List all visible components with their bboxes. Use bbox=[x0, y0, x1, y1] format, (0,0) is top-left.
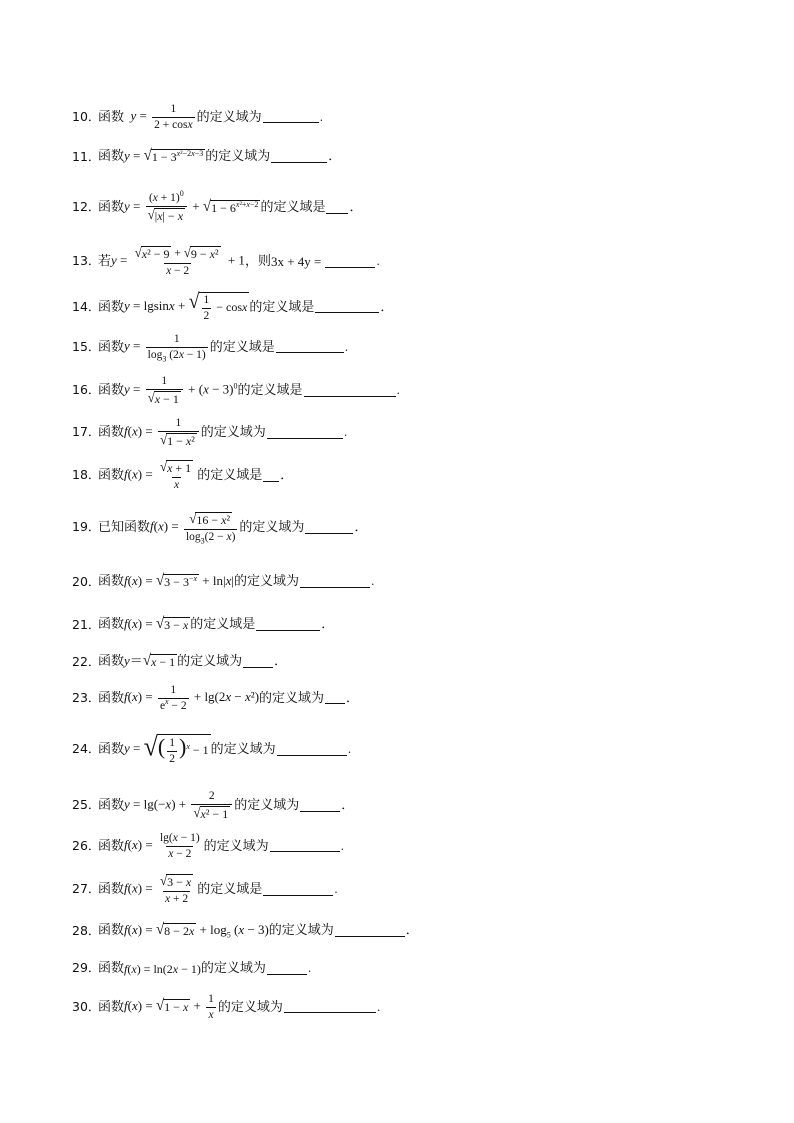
question-number: 27． bbox=[72, 881, 101, 897]
question-lead: 函数 bbox=[98, 882, 125, 898]
question-lead: 函数 bbox=[98, 574, 125, 590]
question-tail: 的定义域为 bbox=[217, 999, 283, 1015]
question-number: 25． bbox=[72, 797, 101, 813]
question-tail: 的定义域为 bbox=[203, 838, 269, 854]
formula: f(x) = √ x + 1 x bbox=[124, 458, 192, 491]
answer-blank[interactable] bbox=[271, 151, 327, 163]
question-number: 20． bbox=[72, 573, 101, 589]
question-lead: 函数 bbox=[98, 200, 125, 216]
question-tail: 的定义域为 bbox=[210, 742, 276, 758]
question-lead: 函数 bbox=[98, 149, 125, 165]
question-tail: 的定义域是 bbox=[209, 339, 275, 355]
question-lead: 函数 bbox=[98, 425, 125, 441]
question-16: 16． 函数 y = 1 √ x − 1 + $(x - 3)^0$ 的定义域是 . bbox=[72, 375, 401, 406]
question-number: 17． bbox=[72, 424, 101, 440]
answer-blank[interactable] bbox=[325, 692, 345, 704]
formula: f(x) = √ 8 − 2x + $\log_5 (x - 3)$ bbox=[124, 921, 269, 940]
question-26: 26． 函数 f(x) = $\frac{\lg(x - 1)}{x - 2}$ 的定义域为 . bbox=[72, 832, 345, 860]
question-number: 15． bbox=[72, 338, 101, 354]
question-tail: 的定义域是 bbox=[190, 617, 256, 633]
answer-blank[interactable] bbox=[300, 576, 370, 588]
formula: y＝ √ x − 1 bbox=[124, 652, 176, 670]
formula: y = $\frac{1}{\log_3 (2x - 1)}$ bbox=[124, 333, 206, 363]
answer-blank[interactable] bbox=[305, 522, 353, 534]
question-17: 17． 函数 f(x) = 1 √ 1 − x² 的定义域为 . bbox=[72, 417, 348, 448]
question-lead: 函数 bbox=[98, 109, 125, 125]
formula: f(x) = √ $3 - 3^{-x}$ + ln|x| bbox=[124, 572, 234, 590]
question-number: 10． bbox=[72, 108, 101, 124]
question-lead: 函数 bbox=[98, 999, 125, 1015]
question-lead: 函数 bbox=[98, 690, 125, 706]
question-lead: 函数 bbox=[98, 468, 125, 484]
answer-blank[interactable] bbox=[270, 840, 340, 852]
answer-blank[interactable] bbox=[263, 884, 333, 896]
answer-blank[interactable] bbox=[284, 1001, 376, 1013]
question-29: 29． 函数 f(x) = ln(2x − 1) 的定义域为 . bbox=[72, 960, 312, 976]
question-tail: 的定义域为 bbox=[233, 574, 299, 590]
question-tail: 的定义域为 bbox=[177, 654, 243, 670]
answer-blank[interactable] bbox=[256, 619, 320, 631]
formula: y = lg(−x) + 2 √ x² − 1 bbox=[124, 790, 234, 821]
question-lead: 已知函数 bbox=[98, 520, 151, 536]
answer-blank[interactable] bbox=[276, 341, 344, 353]
answer-blank[interactable] bbox=[267, 963, 307, 975]
formula: y = 1 √ x − 1 + $(x - 3)^0$ bbox=[124, 375, 238, 406]
target-expression: 3x + 4y = bbox=[270, 254, 322, 270]
question-tail: 的定义域为 bbox=[196, 109, 262, 125]
question-lead: 函数 bbox=[98, 923, 125, 939]
question-number: 19． bbox=[72, 519, 101, 535]
question-lead: 函数 bbox=[98, 961, 125, 976]
question-tail: 的定义域是 bbox=[197, 882, 263, 898]
answer-blank[interactable] bbox=[263, 470, 279, 482]
question-tail: 的定义域是 bbox=[197, 468, 263, 484]
question-number: 22． bbox=[72, 653, 101, 669]
formula: f(x) = √ 3 − x x + 2 bbox=[124, 872, 192, 905]
question-11: 11． 函数 y = √ $1 - 3^{x^2-2x-3}$ 的定义域为 ． bbox=[72, 147, 342, 165]
question-22: 22． 函数 y＝ √ x − 1 的定义域为 ． bbox=[72, 652, 288, 670]
question-tail: 的定义域是 bbox=[260, 200, 326, 216]
answer-blank[interactable] bbox=[263, 111, 319, 123]
answer-blank[interactable] bbox=[267, 427, 343, 439]
formula: f(x) = √ 16 − x² $\log_3(2 - x)$ bbox=[150, 510, 236, 546]
formula: y = √ x² − 9 + √ 9 − x² x − 2 + 1 bbox=[111, 244, 245, 277]
question-13: 13． 若 y = √ x² − 9 + √ 9 − x² x − 2 + 1 ，则 3x + 4y = . bbox=[72, 244, 380, 277]
question-tail: 的定义域为 bbox=[205, 149, 271, 165]
question-25: 25． 函数 y = lg(−x) + 2 √ x² − 1 的定义域为 ． bbox=[72, 790, 355, 821]
formula: y = $\frac{1}{2 + \cos x}$ bbox=[130, 103, 193, 131]
question-number: 29． bbox=[72, 960, 101, 976]
question-tail: 的定义域为 bbox=[239, 520, 305, 536]
answer-blank[interactable] bbox=[304, 385, 396, 397]
question-number: 28． bbox=[72, 922, 101, 938]
question-lead: 函数 bbox=[98, 299, 125, 315]
question-tail: 的定义域为 bbox=[259, 690, 325, 706]
question-12: 12． 函数 y = $(x + 1)^0$ √ |x| − x + √ $1 - 6^{x^2+x-2}$ 的定义域是 ． bbox=[72, 189, 363, 223]
formula: f(x) = √ 3 − x bbox=[124, 615, 189, 633]
formula: f(x) = $\frac{\lg(x - 1)}{x - 2}$ bbox=[124, 832, 200, 860]
question-tail: 的定义域为 bbox=[268, 923, 334, 939]
question-18: 18． 函数 f(x) = √ x + 1 x 的定义域是 ． bbox=[72, 458, 294, 491]
question-number: 23． bbox=[72, 689, 101, 705]
question-23: 23． 函数 f(x) = $\frac{1}{e^x - 2}$ + lg(2x − x²) 的定义域为 ． bbox=[72, 684, 360, 712]
formula: f(x) = ln(2x − 1) bbox=[124, 961, 201, 976]
answer-blank[interactable] bbox=[277, 744, 347, 756]
formula: f(x) = $\frac{1}{e^x - 2}$ + lg(2x − x²) bbox=[124, 684, 260, 712]
question-tail: 的定义域是 bbox=[237, 383, 303, 399]
question-14: 14． 函数 y = lgsinx + √ $\frac{1}{2}$ − cosx 的定义域是 ． bbox=[72, 290, 394, 322]
question-number: 24． bbox=[72, 741, 101, 757]
question-number: 26． bbox=[72, 837, 101, 853]
question-21: 21． 函数 f(x) = √ 3 − x 的定义域是 ． bbox=[72, 615, 335, 633]
question-24: 24． 函数 y = √ ( $\frac{1}{2}$ )$^x$ − 1 的定义域为 . bbox=[72, 731, 352, 765]
formula: y = lgsinx + √ $\frac{1}{2}$ − cosx bbox=[124, 290, 248, 322]
formula: f(x) = 1 √ 1 − x² bbox=[124, 417, 201, 448]
formula: f(x) = √ 1 − x + $\frac{1}{x}$ bbox=[124, 993, 214, 1021]
question-10: 10． 函数 y = $\frac{1}{2 + \cos x}$ 的定义域为 . bbox=[72, 103, 324, 131]
question-28: 28． 函数 f(x) = √ 8 − 2x + $\log_5 (x - 3)$ 的定义域为 ． bbox=[72, 921, 419, 940]
question-number: 14． bbox=[72, 298, 101, 314]
answer-blank[interactable] bbox=[300, 800, 340, 812]
question-number: 16． bbox=[72, 382, 101, 398]
question-tail: 的定义域为 bbox=[200, 425, 266, 441]
question-tail: 的定义域是 bbox=[249, 299, 315, 315]
question-lead: 函数 bbox=[98, 838, 125, 854]
question-15: 15． 函数 y = $\frac{1}{\log_3 (2x - 1)}$ 的定义域是 . bbox=[72, 333, 349, 363]
question-number: 30． bbox=[72, 998, 101, 1014]
formula: y = √ $1 - 3^{x^2-2x-3}$ bbox=[124, 147, 204, 165]
question-19: 19． 已知函数 f(x) = √ 16 − x² $\log_3(2 - x)$ 的定义域为 ． bbox=[72, 510, 368, 546]
question-tail: ，则 bbox=[244, 254, 271, 270]
question-number: 21． bbox=[72, 616, 101, 632]
answer-blank[interactable] bbox=[243, 656, 273, 668]
question-tail: 的定义域为 bbox=[200, 961, 266, 976]
question-lead: 函数 bbox=[98, 798, 125, 814]
answer-blank[interactable] bbox=[315, 301, 379, 313]
question-number: 12． bbox=[72, 199, 101, 215]
question-lead: 函数 bbox=[98, 654, 125, 670]
question-lead: 若 bbox=[98, 254, 112, 270]
question-lead: 函数 bbox=[98, 339, 125, 355]
formula: y = $(x + 1)^0$ √ |x| − x + √ $1 - 6^{x^2+x-2}$ bbox=[124, 189, 259, 223]
question-lead: 函数 bbox=[98, 742, 125, 758]
question-number: 11． bbox=[72, 148, 101, 164]
question-30: 30． 函数 f(x) = √ 1 − x + $\frac{1}{x}$ 的定义域为 . bbox=[72, 993, 381, 1021]
question-20: 20． 函数 f(x) = √ $3 - 3^{-x}$ + ln|x| 的定义域为 . bbox=[72, 572, 375, 590]
answer-blank[interactable] bbox=[326, 202, 348, 214]
question-number: 13． bbox=[72, 253, 101, 269]
question-27: 27． 函数 f(x) = √ 3 − x x + 2 的定义域是 . bbox=[72, 872, 338, 905]
answer-blank[interactable] bbox=[325, 256, 375, 268]
question-lead: 函数 bbox=[98, 383, 125, 399]
answer-blank[interactable] bbox=[335, 925, 405, 937]
question-tail: 的定义域为 bbox=[234, 798, 300, 814]
question-lead: 函数 bbox=[98, 617, 125, 633]
formula: y = √ ( $\frac{1}{2}$ )$^x$ − 1 bbox=[124, 731, 209, 765]
question-number: 18． bbox=[72, 467, 101, 483]
